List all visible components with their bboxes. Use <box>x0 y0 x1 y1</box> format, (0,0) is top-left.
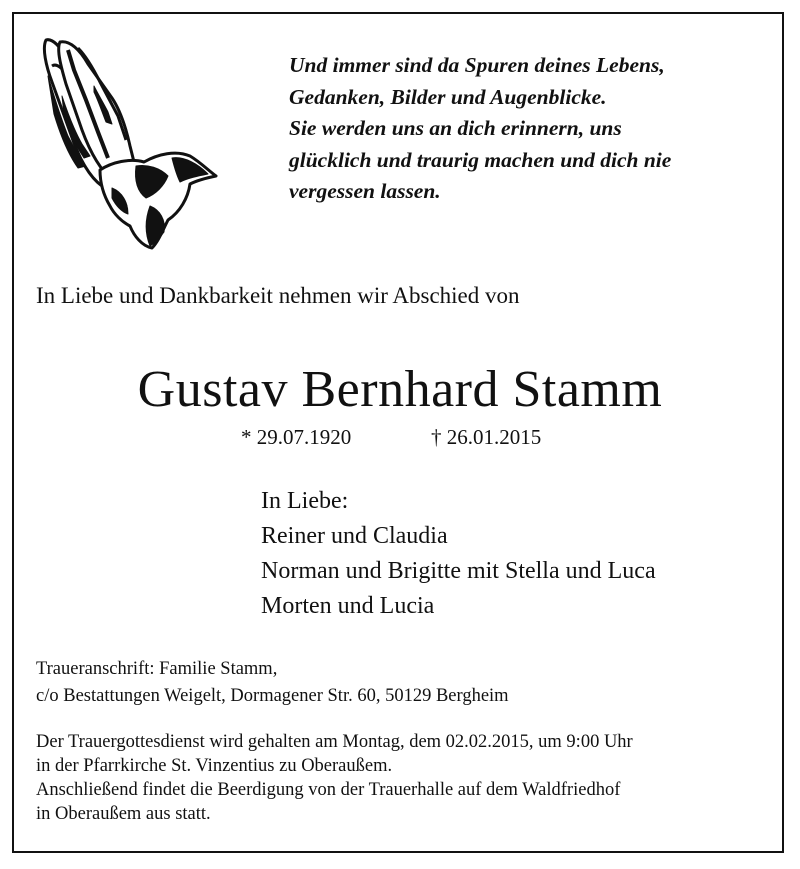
memorial-poem <box>289 50 779 208</box>
mourners-heading: In Liebe: <box>261 488 349 514</box>
poem-line: Gedanken, Bilder und Augenblicke. <box>289 84 607 109</box>
service-line: Anschließend findet die Beerdigung von der Trauerhalle auf dem Waldfriedhof <box>36 780 621 800</box>
service-line: in der Pfarrkirche St. Vinzentius zu Oberaußem. <box>36 756 393 776</box>
mourner-entry: Reiner und Claudia <box>261 523 448 549</box>
poem-line: glücklich und traurig machen und dich nie <box>289 147 672 172</box>
death-date: † 26.01.2015 <box>431 425 542 449</box>
mourner-entry: Norman und Brigitte mit Stella und Luca <box>261 558 656 584</box>
service-line: in Oberaußem aus statt. <box>36 804 211 824</box>
funeral-service-info <box>36 730 633 826</box>
birth-date: * 29.07.1920 <box>241 425 352 449</box>
deceased-name: Gustav Bernhard Stamm <box>137 361 663 418</box>
address-line: Traueranschrift: Familie Stamm, <box>36 659 278 679</box>
poem-line: Sie werden uns an dich erinnern, uns <box>289 116 622 140</box>
praying-hands-icon <box>38 36 220 254</box>
poem-line: Und immer sind da Spuren deines Lebens, <box>289 53 665 77</box>
mourners-list <box>261 484 656 624</box>
mourning-address <box>36 656 509 710</box>
mourner-entry: Morten und Lucia <box>261 593 435 619</box>
address-line: c/o Bestattungen Weigelt, Dormagener Str. 60, 50129 Bergheim <box>36 686 509 706</box>
service-line: Der Trauergottesdienst wird gehalten am Montag, dem 02.02.2015, um 9:00 Uhr <box>36 732 633 752</box>
poem-line: vergessen lassen. <box>289 179 441 203</box>
farewell-intro: In Liebe und Dankbarkeit nehmen wir Abschied von <box>36 283 520 308</box>
